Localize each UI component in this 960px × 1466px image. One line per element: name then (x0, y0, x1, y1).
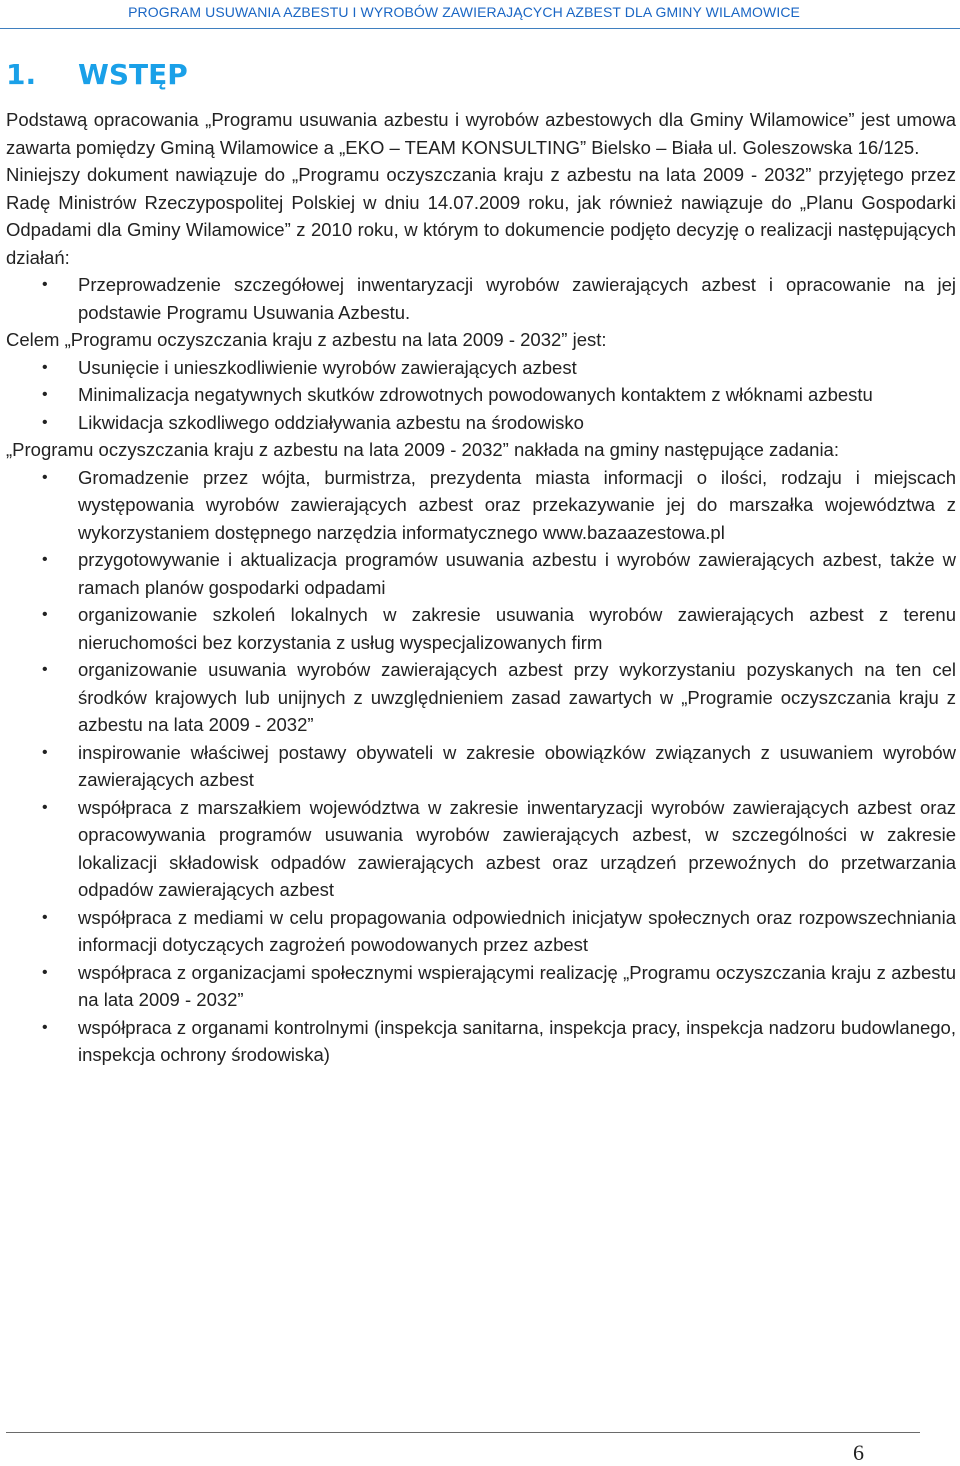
reference-paragraph: Niniejszy dokument nawiązuje do „Programu oczyszczania kraju z azbestu na lata 2009 - 2032” przyjętego przez Radę Ministrów Rzeczypospolitej Polskiej w dniu 14.07.2009 roku, jak również nawiązuje do „Planu Gospodarki Odpadami dla Gminy Wilamowice” z 2010 roku, w którym to dokumencie podjęto decyzję o realizacji następujących działań: (6, 164, 956, 268)
tasks-list (6, 464, 956, 1069)
list-item-text: inspirowanie właściwej postawy obywateli w zakresie obowiązków związanych z usuwaniem wyrobów zawierających azbest (78, 741, 956, 790)
list-item (6, 381, 956, 409)
list-item-text: Likwidacja szkodliwego oddziaływania azbestu na środowisko (78, 411, 584, 433)
list-item-text: Minimalizacja negatywnych skutków zdrowotnych powodowanych kontaktem z włóknami azbestu (78, 384, 873, 405)
goals-list (6, 354, 956, 437)
footer-divider (6, 1432, 920, 1433)
bullet-icon: • (42, 798, 48, 816)
list-item (6, 464, 956, 547)
bullet-icon: • (42, 358, 48, 376)
bullet-icon: • (42, 743, 48, 761)
section-number: 1. (6, 58, 37, 91)
list-item (6, 739, 956, 794)
actions-list (6, 271, 956, 326)
list-item (6, 409, 956, 437)
list-item (6, 794, 956, 904)
section-title: WSTĘP (78, 58, 188, 91)
tasks-intro-paragraph: „Programu oczyszczania kraju z azbestu na lata 2009 - 2032” nakłada na gminy następujące zadania: (6, 439, 839, 460)
bullet-icon: • (42, 963, 48, 981)
page-header (0, 0, 960, 29)
list-item-text: Gromadzenie przez wójta, burmistrza, prezydenta miasta informacji o ilości, rodzaju i miejscach występowania wyrobów zawierających azbest oraz przekazywanie jej do marszałka województwa z wykorzystaniem dostępnego narzędzia informatycznego www.bazaazestowa.pl (78, 466, 956, 543)
list-item-text: współpraca z marszałkiem województwa w zakresie inwentaryzacji wyrobów zawierających azbest oraz opracowywania programów usuwania wyrobów zawierających azbest, w szczególności w zakresie lokalizacji składowisk odpadów zawierających azbest oraz urządzeń przewoźnych do przetwarzania odpadów zawierających azbest (78, 796, 956, 900)
list-item-text: współpraca z mediami w celu propagowania odpowiednich inicjatyw społecznych oraz rozpowszechniania informacji dotyczących zagrożeń powodowanych przez azbest (78, 906, 956, 955)
list-item-text: organizowanie szkoleń lokalnych w zakresie usuwania wyrobów zawierających azbest z terenu nieruchomości bez korzystania z usług wyspecjalizowanych firm (78, 604, 956, 653)
list-item-text: Usunięcie i unieszkodliwienie wyrobów zawierających azbest (78, 356, 577, 378)
section-heading (6, 58, 188, 91)
list-item (6, 354, 956, 382)
bullet-icon: • (42, 551, 48, 568)
bullet-icon: • (42, 661, 48, 678)
list-item (6, 271, 956, 326)
bullet-icon: • (42, 606, 48, 623)
bullet-icon: • (42, 468, 48, 486)
page-number: 6 (853, 1440, 864, 1465)
goals-intro-paragraph: Celem „Programu oczyszczania kraju z azbestu na lata 2009 - 2032” jest: (6, 329, 607, 350)
bullet-icon: • (42, 1018, 48, 1036)
bullet-icon: • (42, 413, 48, 431)
bullet-icon: • (42, 908, 48, 926)
bullet-icon: • (42, 386, 48, 403)
list-item (6, 904, 956, 959)
list-item-text: organizowanie usuwania wyrobów zawierających azbest przy wykorzystaniu pozyskanych na ten cel środków krajowych lub unijnych z uwzględnieniem zasad zawartych w „Programie oczyszczania kraju z azbestu na lata 2009 - 2032” (78, 659, 956, 735)
list-item (6, 601, 956, 656)
document-body (6, 106, 956, 1069)
intro-paragraph: Podstawą opracowania „Programu usuwania azbestu i wyrobów azbestowych dla Gminy Wilamowice” jest umowa zawarta pomiędzy Gminą Wilamowice a „EKO – TEAM KONSULTING” Bielsko – Biała ul. Goleszowska 16/125. (6, 109, 956, 158)
list-item (6, 1014, 956, 1069)
list-item-text: współpraca z organizacjami społecznymi wspierającymi realizację „Programu oczyszczania kraju z azbestu na lata 2009 - 2032” (78, 961, 956, 1010)
list-item (6, 546, 956, 601)
bullet-icon: • (42, 276, 48, 293)
running-title: PROGRAM USUWANIA AZBESTU I WYROBÓW ZAWIERAJĄCYCH AZBEST DLA GMINY WILAMOWICE (128, 4, 800, 20)
list-item-text: Przeprowadzenie szczegółowej inwentaryzacji wyrobów zawierających azbest i opracowanie na jej podstawie Programu Usuwania Azbestu. (78, 274, 956, 323)
list-item (6, 656, 956, 739)
list-item (6, 959, 956, 1014)
list-item-text: przygotowywanie i aktualizacja programów usuwania azbestu i wyrobów zawierających azbest, także w ramach planów gospodarki odpadami (78, 549, 956, 598)
list-item-text: współpraca z organami kontrolnymi (inspekcja sanitarna, inspekcja pracy, inspekcja nadzoru budowlanego, inspekcja ochrony środowiska) (78, 1016, 956, 1065)
